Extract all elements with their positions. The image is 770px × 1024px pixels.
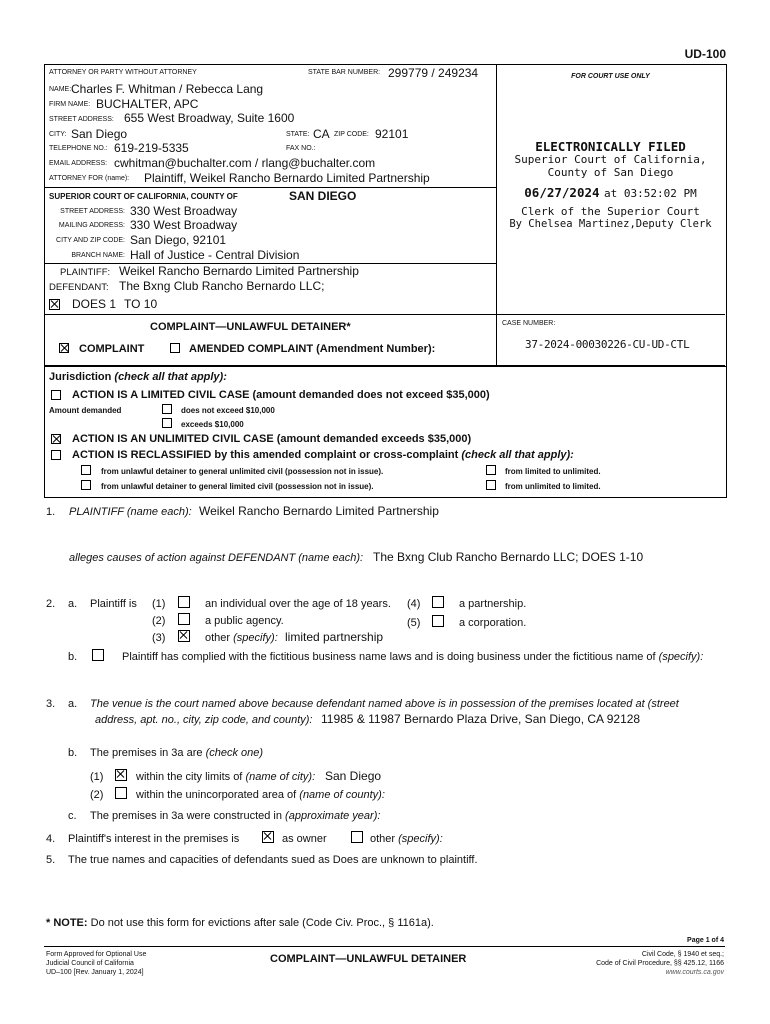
interest-other-note: (specify): — [398, 833, 443, 845]
stamp-date: 06/27/2024 — [524, 185, 600, 200]
item-1-defendants[interactable]: The Bxng Club Rancho Bernardo LLC; DOES 1-10 — [373, 550, 644, 564]
item-5-number: 5. — [46, 854, 56, 866]
city-limits-checkbox[interactable] — [115, 769, 127, 781]
city-opt-num: (1) — [90, 771, 104, 783]
name-value[interactable]: Charles F. Whitman / Rebecca Lang — [71, 82, 264, 96]
city-value[interactable]: San Diego — [71, 127, 128, 141]
premises-label: The premises in 3a are — [90, 747, 203, 759]
defendant-label: DEFENDANT: — [49, 282, 109, 293]
stamp-title: ELECTRONICALLY FILED — [535, 139, 686, 154]
page-number: Page 1 of 4 — [687, 937, 724, 944]
case-number-value[interactable]: 37-2024-00030226-CU-UD-CTL — [525, 338, 690, 351]
reclassified-option: ACTION IS RECLASSIFIED by this amended complaint or cross-complaint — [72, 449, 459, 461]
reclassified-note: (check all that apply): — [461, 449, 574, 461]
item-4-number: 4. — [46, 833, 56, 845]
footer-right-2: Code of Civil Procedure, §§ 425.12, 1166 — [596, 960, 724, 967]
footer-left-1: Form Approved for Optional Use — [46, 951, 147, 958]
corporation-option: a corporation. — [459, 617, 527, 629]
zip-label: ZIP CODE: — [334, 131, 369, 138]
item-2a: a. — [68, 598, 78, 610]
item-2b: b. — [68, 651, 78, 663]
interest-label: Plaintiff's interest in the premises is — [68, 833, 240, 845]
jurisdiction-heading: Jurisdiction — [49, 371, 112, 383]
amount-demanded-label: Amount demanded — [49, 406, 122, 415]
fictitious-text: Plaintiff has complied with the fictitious business name laws and is doing business under the fictitious name of — [122, 651, 656, 663]
stamp-clerk: Clerk of the Superior Court — [521, 205, 700, 218]
venue-value[interactable]: 11985 & 11987 Bernardo Plaza Drive, San Diego, CA 92128 — [321, 712, 641, 726]
stamp-county: County of San Diego — [547, 166, 674, 179]
firm-value[interactable]: BUCHALTER, APC — [96, 97, 199, 111]
firm-label: FIRM NAME: — [49, 101, 91, 108]
court-mailing-value[interactable]: 330 West Broadway — [130, 218, 238, 232]
item-1-number: 1. — [46, 506, 56, 518]
city-limits-note: (name of city): — [245, 771, 316, 783]
unincorporated-option: within the unincorporated area of — [136, 789, 297, 801]
footer-right-1: Civil Code, § 1940 et seq.; — [641, 951, 724, 958]
street-value[interactable]: 655 West Broadway, Suite 1600 — [124, 111, 295, 125]
owner-option: as owner — [282, 833, 327, 845]
city-limits-option: within the city limits of — [136, 771, 243, 783]
opt-3-num: (3) — [152, 632, 166, 644]
partnership-option: a partnership. — [459, 598, 527, 610]
attorney-header-label: ATTORNEY OR PARTY WITHOUT ATTORNEY — [49, 69, 197, 76]
unincorporated-checkbox[interactable] — [115, 787, 127, 799]
form-number: UD-100 — [684, 47, 726, 61]
other-entity-checkbox[interactable] — [178, 630, 190, 642]
plaintiff-is-label: Plaintiff is — [90, 598, 137, 610]
opt-1-num: (1) — [152, 598, 166, 610]
opt-2-num: (2) — [152, 615, 166, 627]
amended-option: AMENDED COMPLAINT (Amendment Number): — [189, 343, 436, 355]
item-2-number: 2. — [46, 598, 56, 610]
note-text: Do not use this form for evictions after sale (Code Civ. Proc., § 1161a). — [90, 917, 434, 929]
state-value[interactable]: CA — [313, 127, 330, 141]
other-entity-note: (specify): — [233, 632, 278, 644]
constructed-label: The premises in 3a were constructed in — [90, 810, 282, 822]
venue-line-1: The venue is the court named above because defendant named above is in possession of the premises located at (street — [90, 698, 679, 710]
not-exceed-checkbox[interactable] — [162, 404, 172, 414]
not-exceed-option: does not exceed $10,000 — [181, 406, 275, 415]
reclassified-checkbox[interactable] — [51, 450, 61, 460]
interest-other-checkbox[interactable] — [351, 831, 363, 843]
does-label: DOES 1 — [72, 297, 117, 311]
county-value[interactable]: SAN DIEGO — [289, 189, 357, 203]
complaint-checkbox[interactable] — [59, 343, 69, 353]
phone-label: TELEPHONE NO.: — [49, 145, 108, 152]
venue-line-2: address, apt. no., city, zip code, and county): — [95, 714, 313, 726]
unincorporated-note: (name of county): — [299, 789, 385, 801]
fictitious-checkbox[interactable] — [92, 649, 104, 661]
individual-option: an individual over the age of 18 years. — [205, 598, 391, 610]
stamp-by: By Chelsea Martinez,Deputy Clerk — [509, 218, 712, 230]
plaintiff-value[interactable]: Weikel Rancho Bernardo Limited Partnership — [119, 264, 359, 278]
opt-5-num: (5) — [407, 617, 421, 629]
premises-note: (check one) — [205, 747, 264, 759]
reclass-2-checkbox[interactable] — [81, 480, 91, 490]
unlimited-checkbox[interactable] — [51, 434, 61, 444]
public-agency-option: a public agency. — [205, 615, 284, 627]
item-3c: c. — [68, 810, 77, 822]
does-statement: The true names and capacities of defendants sued as Does are unknown to plaintiff. — [68, 854, 478, 866]
does-checkbox[interactable] — [49, 299, 60, 310]
item-3-number: 3. — [46, 698, 56, 710]
jurisdiction-box — [44, 365, 727, 498]
other-entity-value[interactable]: limited partnership — [285, 630, 384, 644]
item-3b: b. — [68, 747, 78, 759]
court-cityzip-value[interactable]: San Diego, 92101 — [130, 233, 227, 247]
court-use-label: FOR COURT USE ONLY — [571, 73, 650, 80]
individual-checkbox[interactable] — [178, 596, 190, 608]
court-street-label: STREET ADDRESS: — [60, 208, 125, 215]
email-label: EMAIL ADDRESS: — [49, 160, 108, 167]
fictitious-note: (specify): — [658, 651, 704, 663]
footer-left-3: UD–100 [Rev. January 1, 2024] — [46, 969, 144, 976]
city-label: CITY: — [49, 131, 67, 138]
footer-title: COMPLAINT—UNLAWFUL DETAINER — [270, 953, 467, 965]
court-cityzip-label: CITY AND ZIP CODE: — [56, 237, 125, 244]
constructed-note: (approximate year): — [285, 810, 381, 822]
footer-left-2: Judicial Council of California — [46, 960, 134, 967]
zip-value[interactable]: 92101 — [375, 127, 409, 141]
jurisdiction-note: (check all that apply): — [114, 371, 227, 383]
opt-4-num: (4) — [407, 598, 421, 610]
limited-checkbox[interactable] — [51, 390, 61, 400]
state-label: STATE: — [286, 131, 310, 138]
note-label: * NOTE: — [46, 917, 88, 929]
stamp-court: Superior Court of California, — [514, 153, 707, 166]
corporation-checkbox[interactable] — [432, 615, 444, 627]
item-1-alleges-label: alleges causes of action against DEFENDANT (name each): — [69, 552, 364, 564]
attorney-for-label: ATTORNEY FOR (name): — [49, 175, 130, 182]
attorney-for-value[interactable]: Plaintiff, Weikel Rancho Bernardo Limited Partnership — [144, 171, 430, 185]
court-street-value[interactable]: 330 West Broadway — [130, 204, 238, 218]
amended-checkbox[interactable] — [170, 343, 180, 353]
city-limits-value[interactable]: San Diego — [325, 769, 382, 783]
does-to: TO 10 — [124, 297, 158, 311]
fax-label: FAX NO.: — [286, 145, 316, 152]
exceeds-option: exceeds $10,000 — [181, 420, 244, 429]
reclass-3-option: from limited to unlimited. — [505, 467, 601, 476]
county-opt-num: (2) — [90, 789, 104, 801]
defendant-value[interactable]: The Bxng Club Rancho Bernardo LLC; — [119, 279, 325, 293]
partnership-checkbox[interactable] — [432, 596, 444, 608]
item-3a: a. — [68, 698, 78, 710]
interest-other-option: other — [370, 833, 396, 845]
reclass-2-option: from unlawful detainer to general limited civil (possession not in issue). — [101, 482, 374, 491]
reclass-1-checkbox[interactable] — [81, 465, 91, 475]
unlimited-option: ACTION IS AN UNLIMITED CIVIL CASE (amount demanded exceeds $35,000) — [72, 433, 472, 445]
public-agency-checkbox[interactable] — [178, 613, 190, 625]
stamp-time: at 03:52:02 PM — [604, 187, 697, 200]
street-label: STREET ADDRESS: — [49, 116, 114, 123]
email-value[interactable]: cwhitman@buchalter.com / rlang@buchalter.com — [114, 156, 376, 170]
limited-option: ACTION IS A LIMITED CIVIL CASE (amount demanded does not exceed $35,000) — [72, 389, 490, 401]
court-mailing-label: MAILING ADDRESS: — [58, 222, 125, 229]
item-1-label: PLAINTIFF (name each): — [69, 506, 192, 518]
state-bar-value[interactable]: 299779 / 249234 — [388, 66, 479, 80]
footer-website[interactable]: www.courts.ca.gov — [665, 969, 724, 976]
reclass-4-option: from unlimited to limited. — [505, 482, 601, 491]
court-branch-value[interactable]: Hall of Justice - Central Division — [130, 248, 300, 262]
phone-value[interactable]: 619-219-5335 — [114, 141, 189, 155]
complaint-title: COMPLAINT—UNLAWFUL DETAINER* — [150, 321, 351, 333]
plaintiff-label: PLAINTIFF: — [60, 267, 111, 278]
court-branch-label: BRANCH NAME: — [71, 252, 125, 259]
other-entity-option: other — [205, 632, 231, 644]
state-bar-label: STATE BAR NUMBER: — [308, 69, 381, 76]
reclass-3-checkbox[interactable] — [486, 465, 496, 475]
reclass-1-option: from unlawful detainer to general unlimited civil (possession not in issue). — [101, 467, 384, 476]
case-number-label: CASE NUMBER: — [502, 320, 556, 327]
owner-checkbox[interactable] — [262, 831, 274, 843]
item-1-plaintiff[interactable]: Weikel Rancho Bernardo Limited Partnership — [199, 504, 439, 518]
name-label: NAME: — [49, 86, 72, 93]
complaint-option: COMPLAINT — [79, 343, 145, 355]
reclass-4-checkbox[interactable] — [486, 480, 496, 490]
exceeds-checkbox[interactable] — [162, 418, 172, 428]
court-heading: SUPERIOR COURT OF CALIFORNIA, COUNTY OF — [49, 192, 238, 201]
